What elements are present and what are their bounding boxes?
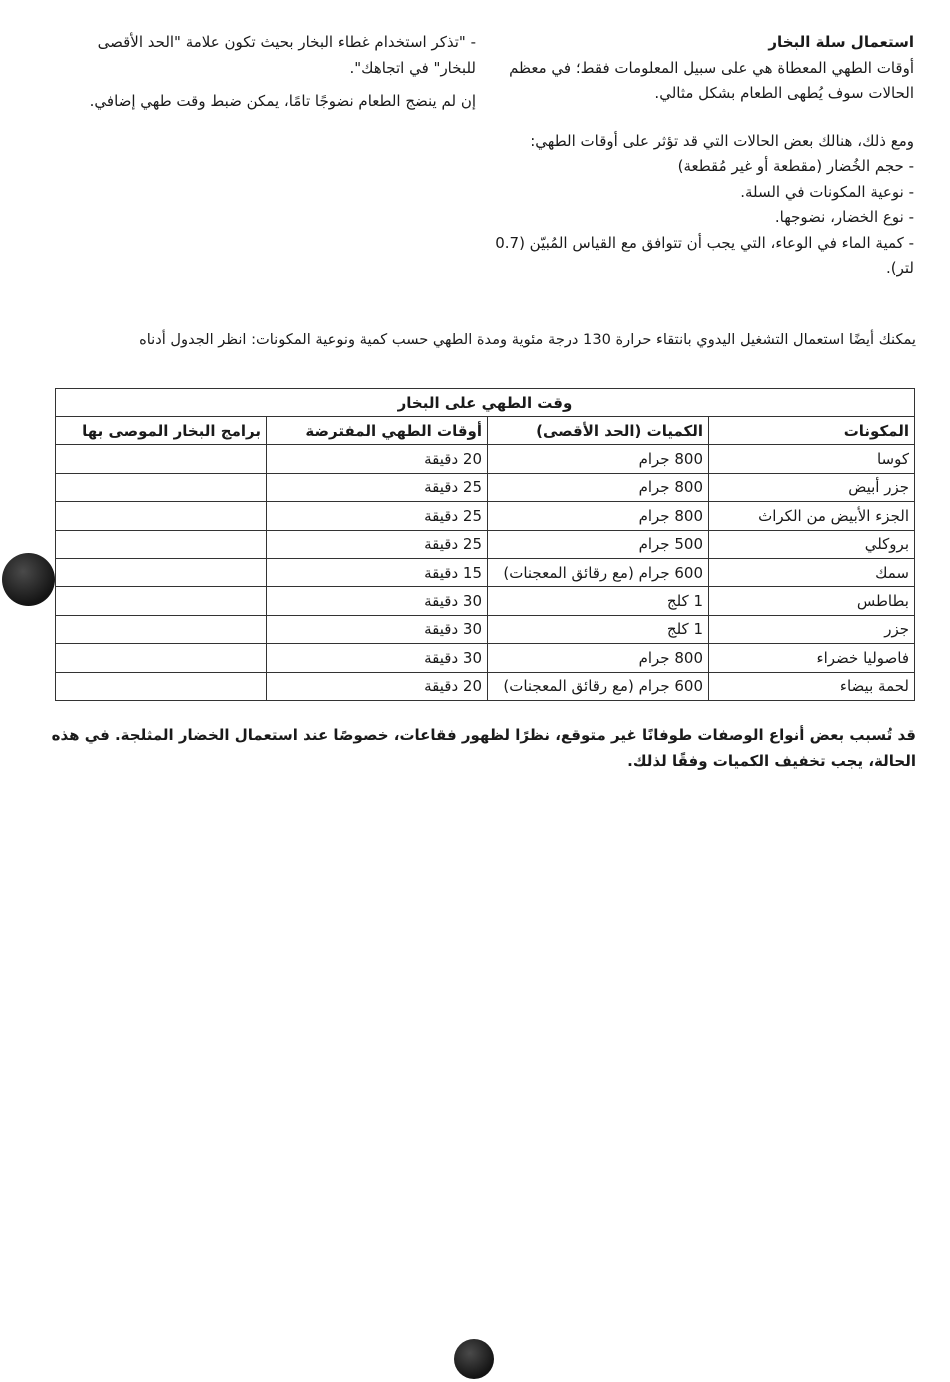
cell-quantity: 800 جرام <box>488 473 709 501</box>
cell-program <box>56 530 267 558</box>
cell-time: 25 دقيقة <box>267 530 488 558</box>
cell-program <box>56 672 267 700</box>
cell-quantity: 800 جرام <box>488 644 709 672</box>
cooking-table-wrapper <box>55 388 915 701</box>
cell-ingredient: كوسا <box>709 445 915 473</box>
condition-item: - حجم الخُضار (مقطعة أو غير مُقطعة) <box>677 157 914 175</box>
header-programs: برامج البخار الموصى بها <box>56 417 267 445</box>
table-row <box>56 530 915 558</box>
header-cooking-times: أوقات الطهي المفترضة <box>267 417 488 445</box>
cell-program <box>56 473 267 501</box>
table-row <box>56 502 915 530</box>
table-caption: وقت الطهي على البخار <box>56 389 915 417</box>
right-column <box>494 30 914 282</box>
conditions-paragraph: ومع ذلك، هنالك بعض الحالات التي قد تؤثر على أوقات الطهي: <box>530 131 914 150</box>
steam-cooking-table <box>55 388 915 701</box>
cell-ingredient: جزر <box>709 615 915 643</box>
cell-ingredient: الجزء الأبيض من الكراث <box>709 502 915 530</box>
cell-program <box>56 502 267 530</box>
header-ingredients: المكونات <box>709 417 915 445</box>
cell-time: 15 دقيقة <box>267 558 488 586</box>
cell-program <box>56 445 267 473</box>
table-row <box>56 473 915 501</box>
left-column <box>56 30 476 115</box>
cell-ingredient: لحمة بيضاء <box>709 672 915 700</box>
cell-time: 25 دقيقة <box>267 473 488 501</box>
cell-program <box>56 558 267 586</box>
table-row <box>56 672 915 700</box>
cell-quantity: 1 كلج <box>488 615 709 643</box>
condition-item: - نوع الخضار، نضوجها. <box>774 208 914 226</box>
cell-time: 30 دقيقة <box>267 587 488 615</box>
table-row <box>56 445 915 473</box>
table-row <box>56 644 915 672</box>
cell-time: 20 دقيقة <box>267 672 488 700</box>
intro-paragraph: أوقات الطهي المعطاة هي على سبيل المعلومات فقط؛ في معظم الحالات سوف يُطهى الطعام بشكل مثالي. <box>509 58 914 102</box>
cell-time: 30 دقيقة <box>267 615 488 643</box>
table-row <box>56 615 915 643</box>
table-row <box>56 587 915 615</box>
cell-program <box>56 587 267 615</box>
cell-time: 20 دقيقة <box>267 445 488 473</box>
section-title: استعمال سلة البخار <box>768 33 914 51</box>
cell-ingredient: فاصوليا خضراء <box>709 644 915 672</box>
extra-time-note: إن لم ينضج الطعام نضوجًا تامًا، يمكن ضبط وقت طهي إضافي. <box>89 92 476 110</box>
condition-item: - نوعية المكونات في السلة. <box>740 182 914 201</box>
cell-quantity: 500 جرام <box>488 530 709 558</box>
cell-time: 25 دقيقة <box>267 502 488 530</box>
cell-ingredient: بطاطس <box>709 587 915 615</box>
cell-quantity: 800 جرام <box>488 445 709 473</box>
table-row <box>56 558 915 586</box>
page-number-marker <box>454 1339 494 1379</box>
header-quantities: الكميات (الحد الأقصى) <box>488 417 709 445</box>
cell-program <box>56 615 267 643</box>
cell-ingredient: بروكلي <box>709 530 915 558</box>
table-header-row <box>56 417 915 445</box>
cell-ingredient: سمك <box>709 558 915 586</box>
cell-quantity: 600 جرام (مع رقائق المعجنات) <box>488 558 709 586</box>
lid-reminder: - "تذكر استخدام غطاء البخار بحيث تكون علامة "الحد الأقصى للبخار" في اتجاهك". <box>97 33 476 77</box>
condition-item: - كمية الماء في الوعاء، التي يجب أن تتوافق مع القياس المُبيّن (0.7 لتر). <box>495 233 914 277</box>
cell-quantity: 1 كلج <box>488 587 709 615</box>
page-tab-marker <box>2 553 55 606</box>
cell-quantity: 600 جرام (مع رقائق المعجنات) <box>488 672 709 700</box>
cell-quantity: 800 جرام <box>488 502 709 530</box>
cell-time: 30 دقيقة <box>267 644 488 672</box>
cell-ingredient: جزر أبيض <box>709 473 915 501</box>
manual-mode-paragraph: يمكنك أيضًا استعمال التشغيل اليدوي بانتقاء حرارة 130 درجة مئوية ومدة الطهي حسب كمية ونوعية المكونات: انظر الجدول أدناه <box>139 331 916 348</box>
cell-program <box>56 644 267 672</box>
warning-note: قد تُسبب بعض أنواع الوصفات طوفانًا غير متوقع، نظرًا لظهور فقاعات، خصوصًا عند استعمال الخضار المثلجة. في هذه الحالة، يجب تخفيف الكميات وفقًا لذلك. <box>51 726 916 770</box>
